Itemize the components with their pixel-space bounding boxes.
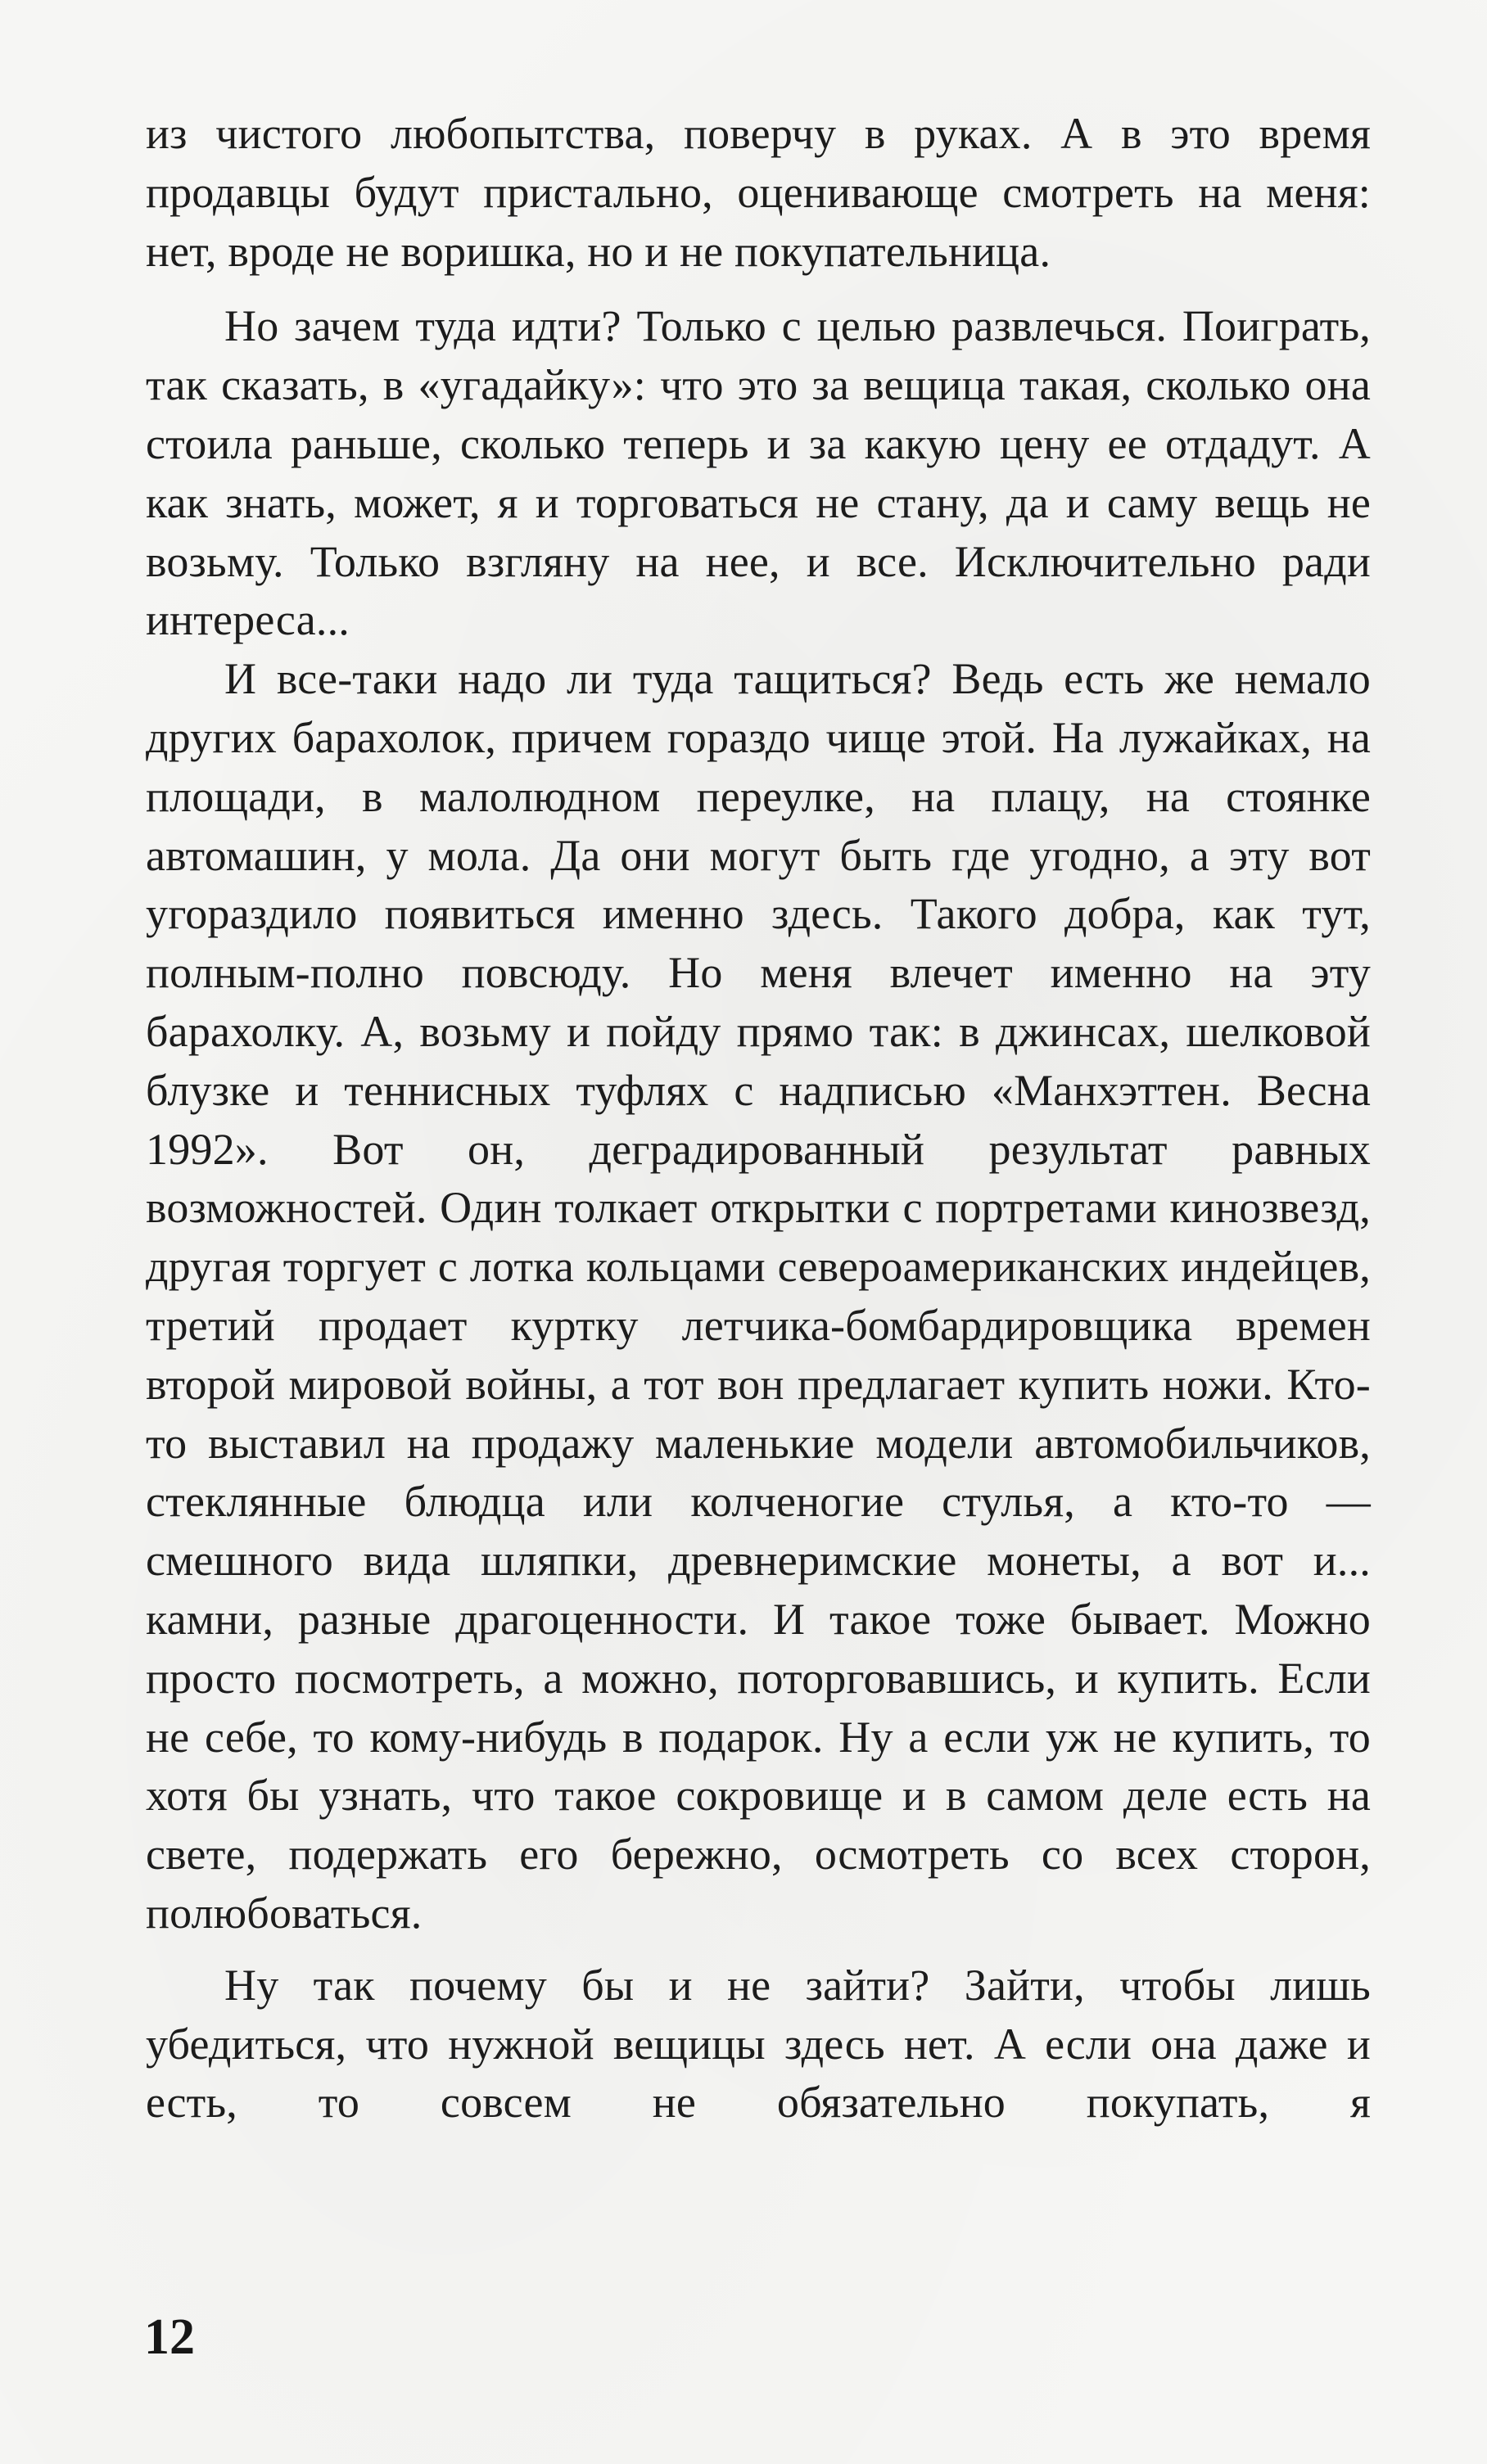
- page-number: 12: [144, 2309, 195, 2365]
- body-text: [146, 105, 1371, 2132]
- paragraph-1: из чистого любопытства, поверчу в руках. А в это время продавцы будут пристально, оценивающе смотреть на меня: нет, вроде не воришка, но и не покупательница.: [146, 109, 1371, 276]
- paragraph-4: Ну так почему бы и не зайти? Зайти, чтобы лишь убедиться, что нужной вещицы здесь нет. А если она даже и есть, то совсем не обязательно покупать, я: [146, 1960, 1371, 2128]
- paragraph-3: И все-таки надо ли туда тащиться? Ведь есть же немало других барахолок, причем гораздо чище этой. На лужайках, на площади, в малолюдном переулке, на плацу, на стоянке автомашин, у мола. Да они могут быть где угодно, а эту вот угораздило появиться именно здесь. Такого добра, как тут, полным-полно повсюду. Но меня влечет именно на эту барахолку. А, возьму и пойду прямо так: в джинсах, шелковой блузке и теннисных туфлях с надписью «Манхэттен. Весна 1992». Вот он, деградированный результат равных возможностей. Один толкает открытки с портретами кинозвезд, другая торгует с лотка кольцами североамериканских индейцев, третий продает куртку летчика-бомбардировщика времен второй мировой войны, а тот вон предлагает купить ножи. Кто-то выставил на продажу маленькие модели автомобильчиков, стеклянные блюдца или колченогие стулья, а кто-то — смешного вида шляпки, древнеримские монеты, а вот и... камни, разные драгоценности. И такое тоже бывает. Можно просто посмотреть, а можно, поторговавшись, и купить. Если не себе, то кому-нибудь в подарок. Ну а если уж не купить, то хотя бы узнать, что такое сокровище и в самом деле есть на свете, подержать его бережно, осмотреть со всех сторон, полюбоваться.: [146, 654, 1371, 1938]
- paragraph-2: Но зачем туда идти? Только с целью развлечься. Поиграть, так сказать, в «угадайку»: что это за вещица такая, сколько она стоила раньше, сколько теперь и за какую цену ее отдадут. А как знать, может, я и торговаться не стану, да и саму вещь не возьму. Только взгляну на нее, и все. Исключительно ради интереса...: [146, 301, 1371, 645]
